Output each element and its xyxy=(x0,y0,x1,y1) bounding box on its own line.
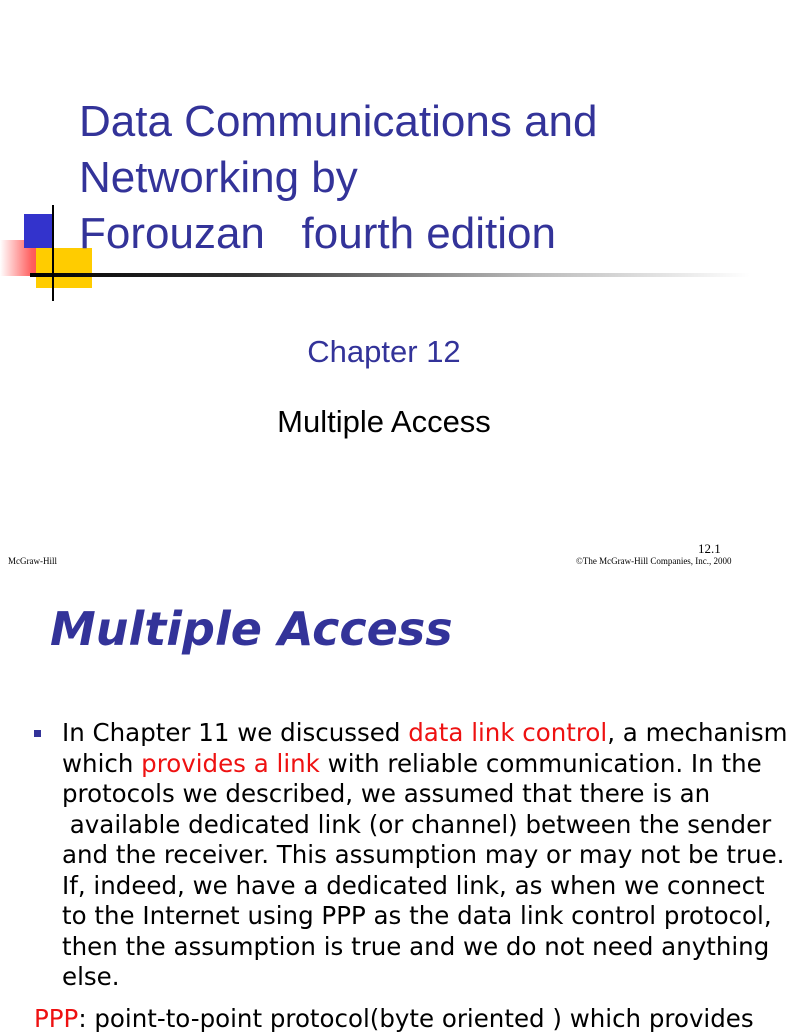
highlight-data-link-control: data link control xyxy=(408,718,608,747)
highlight-provides-a-link: provides a link xyxy=(141,748,320,778)
decorative-blue-block xyxy=(24,214,54,248)
decorative-horizontal-rule xyxy=(30,273,750,277)
paragraph-line: available dedicated link (or channel) between the sender xyxy=(62,809,772,839)
slide-title-line: Networking by xyxy=(79,153,358,202)
paragraph-line: else. xyxy=(62,962,120,991)
publisher-footer: McGraw-Hill xyxy=(8,556,57,566)
highlight-ppp: PPP xyxy=(34,1004,79,1033)
square-bullet-icon xyxy=(34,730,41,737)
text-run: : point-to-point protocol(byte oriented ) which provides xyxy=(78,1004,754,1033)
paragraph-line: to the Internet using PPP as the data link control protocol, xyxy=(62,901,772,930)
slide-heading: Multiple Access xyxy=(50,602,453,656)
text-run: In Chapter 11 we discussed xyxy=(62,718,409,747)
paragraph-line: then the assumption is true and we do not need anything xyxy=(62,931,770,961)
paragraph-line: and the receiver. This assumption may or may not be true. xyxy=(62,840,785,869)
text-run: , a mechanism xyxy=(607,718,788,747)
paragraph-line: If, indeed, we have a dedicated link, as when we connect xyxy=(62,870,765,900)
slide-title-line: Data Communications and xyxy=(79,97,598,146)
page-number: 12.1 xyxy=(698,541,721,556)
bullet-paragraph xyxy=(62,718,788,993)
paragraph-line: protocols we described, we assumed that there is an xyxy=(62,779,711,808)
paragraph-line xyxy=(62,718,788,749)
slide-title xyxy=(79,94,759,262)
paragraph-line xyxy=(62,748,762,780)
chapter-heading: Chapter 12 xyxy=(307,334,461,369)
text-run: with reliable communication. In the xyxy=(319,748,762,778)
chapter-subtitle: Multiple Access xyxy=(277,404,491,439)
copyright-footer: ©The McGraw-Hill Companies, Inc., 2000 xyxy=(576,556,732,566)
slide-2 xyxy=(0,576,788,1033)
slide-title-line: Forouzan fourth edition xyxy=(79,209,556,258)
text-run: which xyxy=(62,748,142,778)
ppp-definition xyxy=(34,1004,754,1035)
decorative-vertical-rule xyxy=(52,205,54,301)
